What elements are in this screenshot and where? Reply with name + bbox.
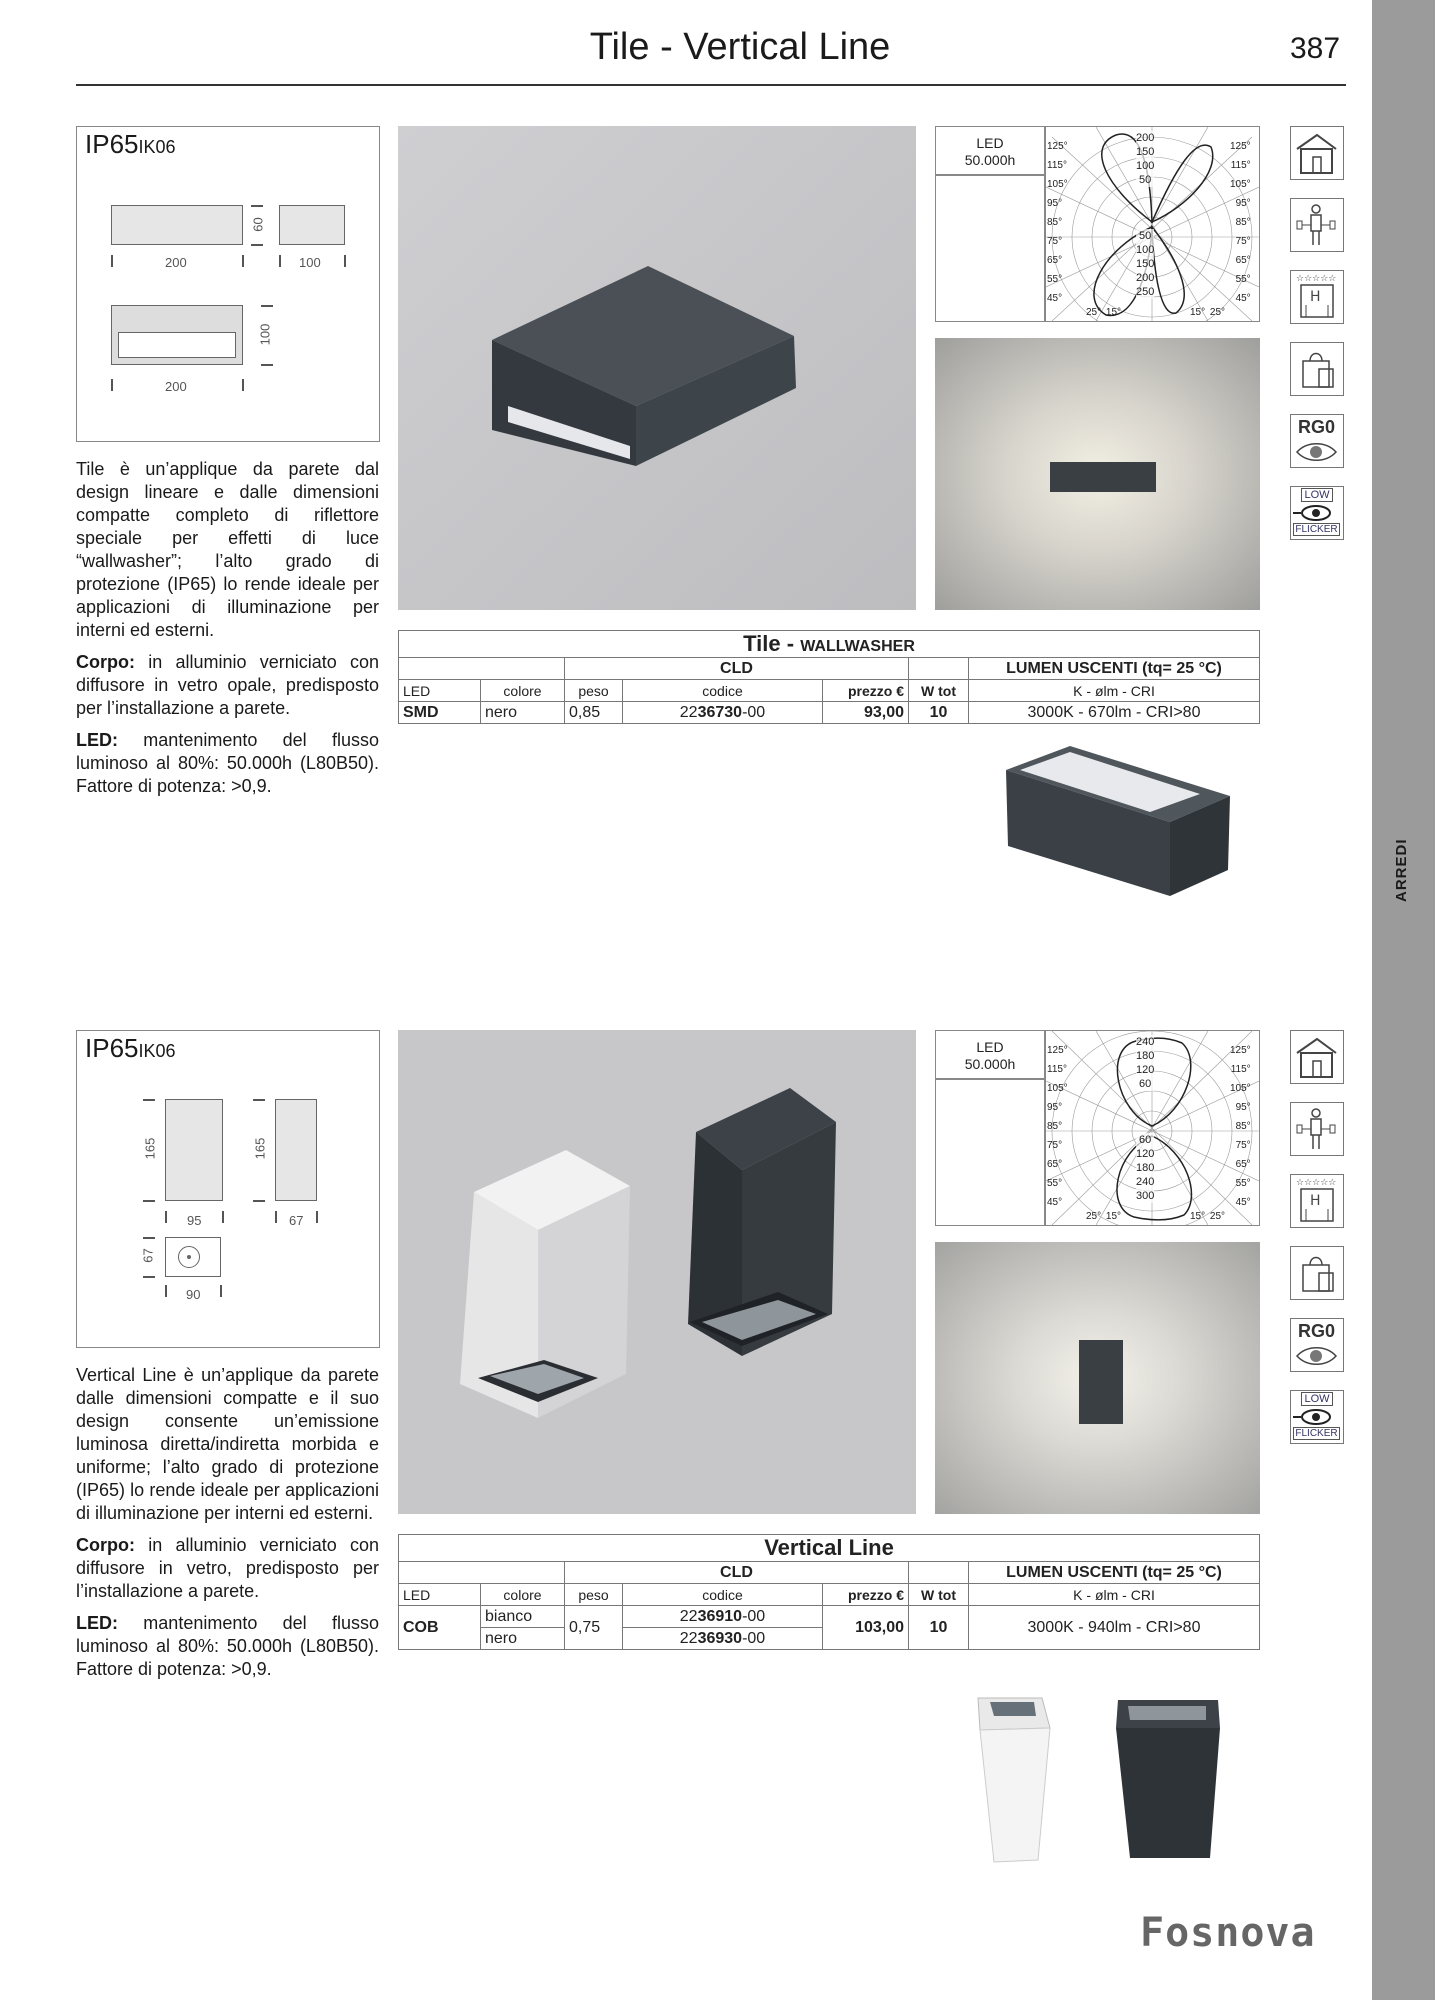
polar-down-values: 50 100 150 200 250 [1136, 230, 1155, 298]
group-cld: CLD [565, 1562, 909, 1584]
table-title-tile: Tile - [743, 631, 795, 656]
page-number: 387 [1290, 32, 1341, 65]
polar-up-values: 200 150 100 50 [1136, 132, 1155, 186]
polar-angles-right: 125° 115° 105° 95° 85° 75° 65° 55° 45° [1230, 141, 1251, 304]
table-row: SMD nero 0,85 2236730-00 93,00 10 3000K - 670lm - CRI>80 [399, 702, 1260, 724]
polar-angles-left: 125° 115° 105° 95° 85° 75° 65° 55° 45° [1047, 1045, 1068, 1208]
photo-tile-light-effect [935, 338, 1260, 610]
col-peso: peso [565, 680, 623, 702]
photo-vertical-line-fixtures [398, 1030, 916, 1514]
svg-text:H: H [1310, 1193, 1321, 1209]
rg0-label: RG0 [1297, 417, 1335, 437]
photo-vertical-line-light-effect [935, 1242, 1260, 1514]
table-row: nero 2236930-00 [399, 1628, 1260, 1650]
polar-angles-bottom-right: 15° 25° [1190, 307, 1226, 318]
polar-angles-bottom-right: 15° 25° [1190, 1211, 1226, 1222]
table-subtitle-tile: WALLWASHER [800, 638, 915, 655]
header-rule [76, 84, 1346, 86]
col-kcri: K - ølm - CRI [969, 1584, 1260, 1606]
polar-angles-left: 125° 115° 105° 95° 85° 75° 65° 55° 45° [1047, 141, 1068, 304]
description-vertical-line: Vertical Line è un’applique da parete dalle dimensioni compatte e il suo design consente un’emissione luminosa diretta/indiretta morbida e uniforme; l’alto grado di protezione (IP65) lo rende ideale per applicazioni di illuminazione per interni ed esterni. Corpo: in alluminio verniciato con diffusore in vetro, predisposto per l’installazione a parete. LED: mantenimento del flusso luminoso al 80%: 50.000h (L80B50). Fattore di potenza: >0,9. [76, 1365, 379, 1679]
col-wtot: W tot [909, 1584, 969, 1606]
led-label: LED [976, 135, 1004, 151]
dim-height-front: 165 [142, 1137, 158, 1160]
polar-angles-bottom: 25° 15° [1086, 307, 1122, 318]
col-led: LED [399, 1584, 481, 1606]
side-view [275, 1099, 317, 1201]
dim-top-depth: 100 [257, 323, 273, 346]
low-flicker-icon [1290, 1390, 1344, 1444]
table-row: COB bianco 0,75 2236910-00 103,00 10 3000K - 940lm - CRI>80 [399, 1606, 1260, 1628]
group-cld: CLD [565, 658, 909, 680]
photometric-box-tile [935, 126, 1260, 322]
side-view [279, 205, 345, 245]
spec-table-vertical-line [398, 1534, 1260, 1650]
dim-width: 200 [165, 255, 187, 270]
col-colore: colore [481, 1584, 565, 1606]
table-title-vertical-line: Vertical Line [764, 1535, 894, 1560]
brand-logo: Fosnova [1140, 1910, 1316, 1956]
hotel-icon [1290, 1174, 1344, 1228]
top-view [165, 1237, 221, 1277]
polar-down-values: 60 120 180 240 300 [1136, 1134, 1155, 1202]
low-flicker-icon [1290, 486, 1344, 540]
dim-depth: 100 [299, 255, 321, 270]
person-usage-icon [1290, 1102, 1344, 1156]
person-usage-icon [1290, 198, 1344, 252]
photo-tile-fixture [398, 126, 916, 610]
led-life: 50.000h [964, 1056, 1016, 1072]
low-label: LOW [1301, 488, 1333, 502]
dimension-box-vertical-line [76, 1030, 380, 1348]
col-led: LED [399, 680, 481, 702]
photometric-box-vertical-line [935, 1030, 1260, 1226]
flicker-label: FLICKER [1293, 523, 1340, 536]
front-view [165, 1099, 223, 1201]
polar-angles-bottom: 25° 15° [1086, 1211, 1122, 1222]
svg-text:☆☆☆☆☆: ☆☆☆☆☆ [1296, 1178, 1337, 1188]
dim-width-top: 90 [186, 1287, 201, 1302]
col-wtot: W tot [909, 680, 969, 702]
dimension-box-tile [76, 126, 380, 442]
rg0-eye-icon [1290, 1318, 1344, 1372]
col-codice: codice [623, 680, 823, 702]
rg0-label: RG0 [1297, 1321, 1335, 1341]
low-label: LOW [1301, 1392, 1333, 1406]
polar-angles-right: 125° 115° 105° 95° 85° 75° 65° 55° 45° [1230, 1045, 1251, 1208]
dim-width-front: 95 [187, 1213, 202, 1228]
dim-depth-top: 67 [140, 1248, 156, 1263]
dim-height: 60 [250, 217, 266, 232]
dim-top-width: 200 [165, 379, 187, 394]
front-view [111, 205, 243, 245]
col-colore: colore [481, 680, 565, 702]
col-prezzo: prezzo € [823, 680, 909, 702]
rg0-eye-icon [1290, 414, 1344, 468]
group-lumen: LUMEN USCENTI (tq= 25 °C) [969, 658, 1260, 680]
led-label: LED [976, 1039, 1004, 1055]
ip-rating: IP65IK06 [85, 129, 176, 159]
col-peso: peso [565, 1584, 623, 1606]
page-title: Tile - Vertical Line [589, 26, 891, 68]
indoor-house-icon [1290, 126, 1344, 180]
shopping-bag-icon [1290, 1246, 1344, 1300]
section-label: ARREDI [1393, 838, 1410, 902]
indoor-house-icon [1290, 1030, 1344, 1084]
product-cutout-tile [1000, 740, 1240, 900]
polar-up-values: 240 180 120 60 [1136, 1036, 1155, 1090]
dim-width-side: 67 [289, 1213, 304, 1228]
svg-text:H: H [1310, 289, 1321, 305]
col-kcri: K - ølm - CRI [969, 680, 1260, 702]
dim-height-side: 165 [252, 1137, 268, 1160]
col-codice: codice [623, 1584, 823, 1606]
svg-text:☆☆☆☆☆: ☆☆☆☆☆ [1296, 274, 1337, 284]
led-life: 50.000h [964, 152, 1016, 168]
product-cutout-vertical-line [970, 1690, 1230, 1870]
ip-rating: IP65IK06 [85, 1033, 176, 1063]
side-band [1372, 0, 1435, 2000]
col-prezzo: prezzo € [823, 1584, 909, 1606]
description-tile: Tile è un’applique da parete dal design lineare e dalle dimensioni compatte completo di riflettore speciale per effetti di luce “wallwasher”; l’alto grado di protezione (IP65) lo rende ideale per applicazioni di illuminazione per interni ed esterni. Corpo: in alluminio verniciato con diffusore in vetro opale, predisposto per l’installazione a parete. LED: mantenimento del flusso luminoso al 80%: 50.000h (L80B50). Fattore di potenza: >0,9. [76, 459, 379, 796]
top-view [111, 305, 243, 365]
hotel-icon [1290, 270, 1344, 324]
shopping-bag-icon [1290, 342, 1344, 396]
flicker-label: FLICKER [1293, 1427, 1340, 1440]
group-lumen: LUMEN USCENTI (tq= 25 °C) [969, 1562, 1260, 1584]
spec-table-tile [398, 630, 1260, 724]
